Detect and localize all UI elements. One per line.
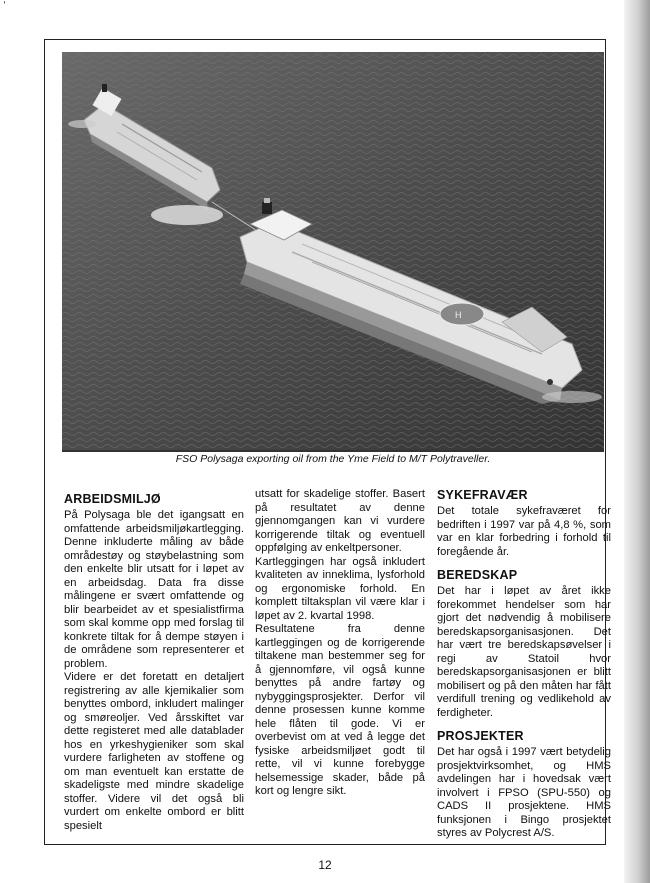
page-number: 12 (318, 858, 332, 872)
column-2 (255, 488, 425, 799)
paragraph: Videre er det foretatt en detaljert registrering av alle kjemikalier som benyttes ombord, inkludert malinger og smøreoljer. Ved årsskiftet var dette registeret med alle datablader hos en yrkeshygieniker som skal vurdere farligheten av stoffene og om man eventuelt kan erstatte de skadeligste med mindre skadelige stoffer. Videre vil det også bli vurdert om enkelte ombord er blitt spesielt (64, 671, 244, 832)
heading-sykefravaer: SYKEFRAVÆR (437, 488, 528, 502)
corner-mark: ' (3, 0, 6, 11)
heading-beredskap: BEREDSKAP (437, 568, 518, 582)
section-beredskap (437, 568, 611, 720)
paragraph: Kartleggingen har også inkludert kvaliteten av inneklima, lysforhold og ergonomiske forhold. En komplett tiltaksplan vil være klar i løpet av 2. kvartal 1998. (255, 555, 425, 622)
paragraph: Det har i løpet av året ikke forekommet hendelser som har gjort det nødvendig å mobilisere beredskapsorganisasjonen. Det har vært tre beredskapsøvelser i regi av Statoil hvor beredskapsorganisasjonen er blitt mobilisert og på den måten har fått verdifull trening og vedlikehold av ferdigheter. (437, 585, 611, 719)
svg-text:H: H (455, 310, 462, 320)
paragraph: utsatt for skadelige stoffer. Basert på resultatet av denne gjennomgangen kan vi vurdere korrigerende tiltak og eventuell oppfølging av enkeltpersoner. (255, 488, 425, 554)
paragraph: Resultatene fra denne kartleggingen og de korrigerende tiltakene man bestemmer seg for å gjennomføre, vil også kunne benyttes på andre fartøy og nybyggingsprosjekter. Derfor vil denne prosessen kunne komme hele flåten til gode. Vi er overbevist om at ved å legge det fysiske arbeidsmiljøet godt til rette, vil vi kunne forebygge helsemessige skader, både på kort og lengre sikt. (255, 623, 425, 797)
paragraph: På Polysaga ble det igangsatt en omfattende arbeidsmiljøkartlegging. Denne inkluderte måling av både områdestøy og støybelastning som den enkelte blir utsatt for i løpet av en arbeidsdag. Data fra disse målingene er svært omfattende og blir bearbeidet av et spesialistfirma som skal komme opp med forslag til konkrete tiltak for å dempe støyen i de områdene som representerer et problem. (64, 509, 244, 670)
column-3 (437, 488, 611, 850)
section-sykefravaer (437, 488, 611, 559)
heading-arbeidsmiljo: ARBEIDSMILJØ (64, 492, 161, 506)
scan-edge (624, 0, 650, 883)
tanker-ships-photo (62, 52, 604, 452)
photo-caption: FSO Polysaga exporting oil from the Yme Field to M/T Polytraveller. (175, 453, 491, 465)
section-prosjekter (437, 729, 611, 841)
paragraph: Det har også i 1997 vært betydelig prosjektvirksomhet, og HMS avdelingen har i hovedsak vært involvert i FPSO (SPU-550) og CADS II prosjektene. HMS funksjonen i Bingo prosjektet styres av Polycrest A/S. (437, 746, 611, 839)
column-1 (64, 492, 244, 833)
heading-prosjekter: PROSJEKTER (437, 729, 524, 743)
paragraph: Det totale sykefraværet for bedriften i 1997 var på 4,8 %, som var en klar forbedring i forhold til foregående år. (437, 505, 611, 558)
